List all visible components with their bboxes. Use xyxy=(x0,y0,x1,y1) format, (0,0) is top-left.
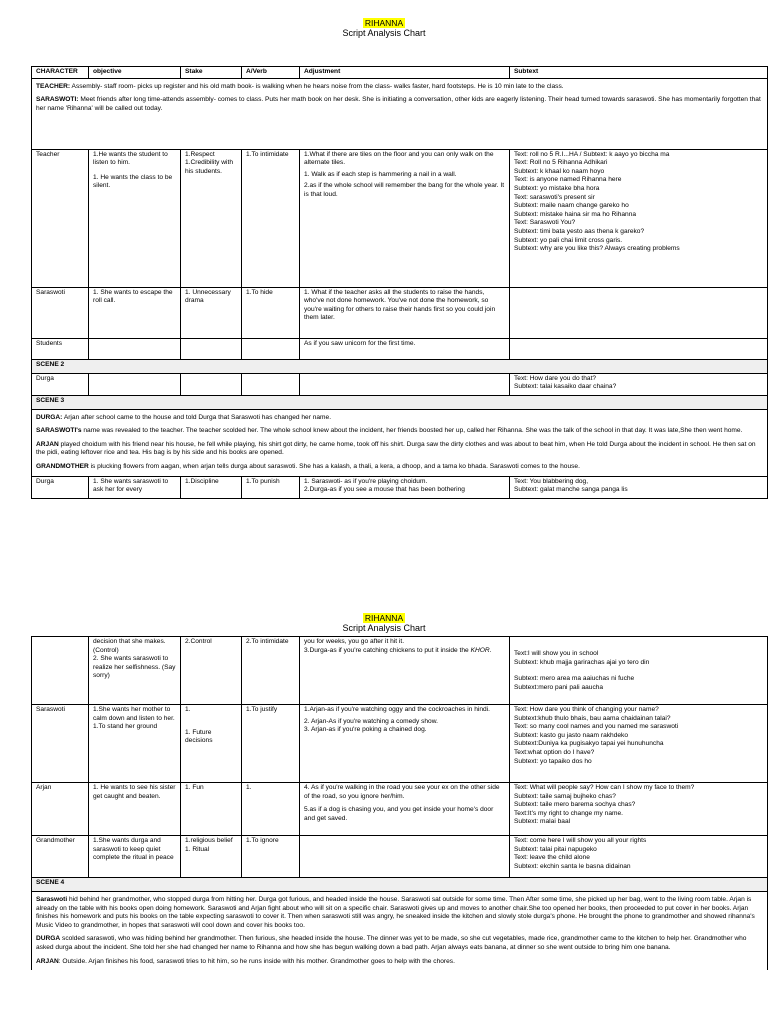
adjustment-line: 2. Arjan-As if you're watching a comedy show. xyxy=(304,717,438,725)
cell-objective xyxy=(89,149,181,287)
subtext-line: Subtext: yo tapaiko dos ho xyxy=(514,757,592,765)
arjan-label: ARJAN xyxy=(36,440,59,448)
cell-adjustment xyxy=(300,705,510,783)
page-2-header xyxy=(0,613,768,634)
scene-3-paragraph: is plucking flowers from aagan, when arjan tells durga about saraswoti. She has a kalash, a thali, a kera, a dhoop, and a tama ko bhada. Saraswoti comes to the house. xyxy=(88,462,580,470)
subtext-line: Text:I will show you in school xyxy=(514,650,599,657)
cell-objective xyxy=(89,705,181,783)
header-stake: Stake xyxy=(181,67,242,79)
header-character: CHARACTER xyxy=(32,67,89,79)
adjustment-line: 2.as if the whole school will remember the bang for the whole year. It is that loud. xyxy=(304,182,505,198)
cell-subtext xyxy=(510,287,768,338)
durga-label: DURGA: xyxy=(36,413,63,421)
document-subtitle: Script Analysis Chart xyxy=(342,623,426,633)
cell-character: Saraswoti xyxy=(32,705,89,783)
subtext-line: Subtext:mero pani pali aaucha xyxy=(514,683,604,691)
adjustment-line: 2.Durga-as if you see a mouse that has been bothering xyxy=(304,486,465,494)
cell-stake: 1. Unnecessary drama xyxy=(181,287,242,338)
cell-adjustment xyxy=(300,637,510,705)
objective-line: 1.She wants her mother to calm down and listen to her. xyxy=(93,706,175,722)
objective-line: decision that she makes. (Control) xyxy=(93,638,166,654)
stake-line: 1. Future decisions xyxy=(185,728,213,745)
document-subtitle: Script Analysis Chart xyxy=(342,28,426,38)
header-subtext: Subtext xyxy=(510,67,768,79)
table-row-saraswoti xyxy=(32,287,768,338)
subtext-line: Text: saraswoti's present sir xyxy=(514,193,595,201)
subtext-line: Text: What will people say? How can I show my face to them? xyxy=(514,784,695,791)
subtext-line: Subtext: malai baal xyxy=(514,818,571,826)
adjustment-line: 5.as if a dog is chasing you, and you get inside your home's door and get saved. xyxy=(304,806,494,822)
subtext-line: Text: come here I will show you all your rights xyxy=(514,837,647,844)
page-2 xyxy=(0,608,768,1024)
table-row-saraswoti xyxy=(32,705,768,783)
scene-2-row xyxy=(32,359,768,373)
cell-subtext xyxy=(510,338,768,359)
adjustment-line: 1. Saraswoti- as if you're playing choidum. xyxy=(304,477,428,485)
scene-heading: SCENE 4 xyxy=(32,878,768,892)
cell-stake xyxy=(181,373,242,395)
cell-stake xyxy=(181,836,242,878)
subtext-line: Text:It's my right to change my name. xyxy=(514,809,623,817)
table-row-students xyxy=(32,338,768,359)
subtext-line: Text: How dare you do that? xyxy=(514,374,597,382)
cell-verb: 1. xyxy=(242,783,300,836)
table-row-durga-2 xyxy=(32,476,768,498)
scene-4-paragraph: scolded saraswoti, who was hiding behind her grandmother. Then furious, she headed inside the house. The dinner was yet to be made, so she cut vegetables, made rice, grandmother came to the kitchen to help her. Grandmother who asked durga about the incident. She told her she had changed her name to Rihanna and how she has begun walking down a bad path. Arjan always eats banana, at dinner so she went outside to bring him one banana. xyxy=(36,935,747,951)
cell-objective: 1. He wants to see his sister get caught and beaten. xyxy=(89,783,181,836)
saraswoti-label: SARASWOTI: xyxy=(36,96,79,104)
table-row-durga-continued xyxy=(32,637,768,705)
subtext-line: Subtext: ekchin santa le basna didainan xyxy=(514,862,631,870)
cell-verb xyxy=(242,338,300,359)
adjustment-line: 1.What if there are tiles on the floor and you can only walk on the alternate tiles. xyxy=(304,150,494,167)
cell-adjustment: As if you saw unicorn for the first time. xyxy=(300,338,510,359)
script-analysis-table-2 xyxy=(31,636,768,970)
intro-row xyxy=(32,78,768,149)
subtext-line: Text: so many cool names and you named me saraswoti xyxy=(514,723,679,731)
subtext-line: Subtext: mistake haina sir ma ho Rihanna xyxy=(514,210,637,218)
adjustment-line: 3. Arjan-as if you're poking a chained dog. xyxy=(304,726,427,734)
subtext-line: Text: Saraswoti You? xyxy=(514,219,576,227)
subtext-line: Subtext: maile naam change gareko ho xyxy=(514,202,629,210)
subtext-line: Subtext: taile mero barema sochya chas? xyxy=(514,801,636,809)
cell-adjustment xyxy=(300,783,510,836)
table-row-grandmother xyxy=(32,836,768,878)
scene-3-row xyxy=(32,395,768,409)
header-adjustment: Adjustment xyxy=(300,67,510,79)
cell-stake: 1.Discipline xyxy=(181,476,242,498)
adjustment-line: 4. As if you're walking in the road you see your ex on the other side of the road, so you ignore her/him. xyxy=(304,784,500,800)
cell-stake: 1.Respect 1.Credibility with his students. xyxy=(181,149,242,287)
objective-line: 1. He wants the class to be silent. xyxy=(93,173,173,190)
adjustment-text: . xyxy=(489,646,492,654)
subtext-line: Subtext: k khaal ko naam hoyo xyxy=(514,167,605,175)
table-row-arjan xyxy=(32,783,768,836)
table-row-teacher xyxy=(32,149,768,287)
scene-heading: SCENE 2 xyxy=(32,359,768,373)
cell-stake: 2.Control xyxy=(181,637,242,705)
subtext-line: Text:what option do I have? xyxy=(514,748,595,756)
scene-4-paragraph: : Outside. Arjan finishes his food, saraswoti tries to hit him, so he runs inside with his mother. Grandmother goes to help with the chores. xyxy=(58,957,455,965)
cell-subtext xyxy=(510,705,768,783)
subtext-line: Subtext:khub thulo bhais, bau aama chaidainan talai? xyxy=(514,714,671,722)
cell-adjustment xyxy=(300,373,510,395)
cell-objective: 1.She wants durga and saraswoti to keep quiet complete the ritual in peace xyxy=(89,836,181,878)
subtext-line: Subtext: why are you like this? Always creating problems xyxy=(514,245,680,253)
cell-character: Durga xyxy=(32,373,89,395)
cell-character: Saraswoti xyxy=(32,287,89,338)
cell-objective: 1. She wants saraswoti to ask her for every xyxy=(89,476,181,498)
cell-verb: 1.To punish xyxy=(242,476,300,498)
subtext-line: Subtext: timi bata yesto aas thena k gareko? xyxy=(514,227,645,235)
scene-heading: SCENE 3 xyxy=(32,395,768,409)
cell-stake xyxy=(181,705,242,783)
adjustment-line: 1. Walk as if each step is hammering a nail in a wall. xyxy=(304,170,457,178)
adjustment-emphasis: KHOR xyxy=(470,646,490,654)
objective-line: 1.To stand her ground xyxy=(93,723,158,731)
document-title: RIHANNA xyxy=(364,18,404,28)
header-objective: objective xyxy=(89,67,181,79)
adjustment-line xyxy=(304,647,505,656)
adjustment-line: you for weeks, you go after it hit it. xyxy=(304,638,405,645)
subtext-line: Subtext: yo mistake bha hora xyxy=(514,184,600,192)
subtext-line: Subtext: mero area ma aaiuchas ni fuche xyxy=(514,675,635,683)
subtext-line: Subtext: yo pali chai limit cross garis. xyxy=(514,236,623,244)
cell-subtext xyxy=(510,836,768,878)
saraswoti-label: Saraswoti xyxy=(36,896,68,903)
adjustment-text: 3.Durga-as if you're catching chickens to put it inside the xyxy=(304,646,471,654)
cell-character: Arjan xyxy=(32,783,89,836)
subtext-line: Subtext: khub majja garirachas ajai yo tero din xyxy=(514,658,650,666)
subtext-line: Text: leave the child alone xyxy=(514,854,590,862)
scene-4-text-row xyxy=(32,892,768,971)
cell-character: Teacher xyxy=(32,149,89,287)
scene-4-row xyxy=(32,878,768,892)
cell-verb: 1.To hide xyxy=(242,287,300,338)
cell-subtext xyxy=(510,373,768,395)
subtext-line: Subtext: talai kasaiko daar chaina? xyxy=(514,383,617,391)
subtext-line: Text: Roll no 5 Rihanna Adhikari xyxy=(514,159,608,167)
cell-objective xyxy=(89,637,181,705)
subtext-line: Text: How dare you think of changing your name? xyxy=(514,706,659,713)
arjan-label: ARJAN xyxy=(36,957,59,965)
cell-adjustment xyxy=(300,149,510,287)
header-verb: A/Verb xyxy=(242,67,300,79)
page-1-header xyxy=(0,18,768,39)
scene-3-text-cell xyxy=(32,409,768,476)
cell-subtext xyxy=(510,637,768,705)
table-header-row xyxy=(32,67,768,79)
objective-line: 1.He wants the student to listen to him. xyxy=(93,150,168,167)
subtext-line: Subtext: galat manche sanga panga lis xyxy=(514,486,628,494)
stake-line: 1. xyxy=(185,706,191,713)
saraswoti-label: SARASWOTI's xyxy=(36,427,82,435)
subtext-line: Subtext: taile samaj bujheko chas? xyxy=(514,792,616,800)
scene-3-paragraph: name was revealed to the teacher. The teacher scolded her. The whole school knew about the incident, her friends boosted her up, called her Rihanna. She was the talk of the school in that day. It was late,She then went home. xyxy=(81,427,743,435)
cell-verb: 1.To intimidate xyxy=(242,149,300,287)
cell-verb: 2.To intimidate xyxy=(242,637,300,705)
scene-4-text-cell xyxy=(32,892,768,971)
stake-line: 1.religious belief xyxy=(185,837,233,844)
cell-stake xyxy=(181,338,242,359)
durga-label: DURGA xyxy=(36,935,61,943)
subtext-line: Subtext:Duniya ka pugisakyo tapai yei hunuhuncha xyxy=(514,740,664,748)
subtext-line: Subtext: talai pitai napugeko xyxy=(514,845,597,853)
cell-adjustment xyxy=(300,476,510,498)
saraswoti-intro-text: Meet friends after long time-attends assembly- comes to class. Puts her math book on her desk. She is initiating a conversation, other kids are eagerly listening. Their head turned towards saraswoti. She has momentarily forgotten that her name 'Rihanna' will be called out today. xyxy=(36,96,761,112)
cell-subtext xyxy=(510,476,768,498)
subtext-line: Text: roll no 5 R.I...HA / Subtext: k aayo yo biccha ma xyxy=(514,150,670,158)
subtext-line: Subtext: kasto gu jasto naam rakhdeko xyxy=(514,731,628,739)
cell-character xyxy=(32,637,89,705)
cell-subtext xyxy=(510,783,768,836)
cell-adjustment: 1. What if the teacher asks all the students to raise the hands, who've not done homework. You've not done the homework, so you're waiting for others to raise their hands first so you could join them later. xyxy=(300,287,510,338)
cell-objective xyxy=(89,338,181,359)
cell-character: Durga xyxy=(32,476,89,498)
subtext-line: Text: is anyone named Rihanna here xyxy=(514,176,622,184)
grandmother-label: GRANDMOTHER xyxy=(36,462,89,470)
cell-stake: 1. Fun xyxy=(181,783,242,836)
script-analysis-table-1 xyxy=(31,66,768,499)
scene-4-paragraph: hid behind her grandmother, who stopped durga from hitting her. Durga got furious, and headed inside the house. Saraswoti sat outside for some time. Then After some time, she picked up her bag, went to the living room table. Arjan is already on the table with his books open doing homework. Saraswoti and Arjan fight about who will sit on a specific chair. Saraswoti gives up and moves to another chair.She too opened her books, then proceeded to put cover in her books. Arjan finishes his homework and puts his books on the table expecting saraswoti to cover it. Then when saraswoti still was angry, he sneaked inside the kitchen and slowly stole durga's phone. He brought the phone to grandmother and showed rihanna's Music Video to grandmother, in hopes that saraswoti will cool down and cover his books too. xyxy=(36,896,755,929)
teacher-intro-text: Assembly- staff room- picks up register and his old math book- is walking when he hears noise from the class- walks faster, hard footsteps. He is 10 min late to the class. xyxy=(70,82,564,90)
scene-3-paragraph: played choidum with his friend near his house, he fell while playing, his shirt got dirty, he came home, took off his shirt. Durga saw the dirty clothes and was about to beat him, when He told Durga about the incident in school. He then sat on the pidi, eating leftover rice and tea. His bag is by his side and his books are opened. xyxy=(36,440,756,457)
cell-verb: 1.To ignore xyxy=(242,836,300,878)
cell-verb: 1.To justify xyxy=(242,705,300,783)
cell-subtext xyxy=(510,149,768,287)
cell-verb xyxy=(242,373,300,395)
document-title: RIHANNA xyxy=(364,613,404,623)
cell-adjustment xyxy=(300,836,510,878)
objective-line: 2. She wants saraswoti to realize her selfishness. (Say sorry) xyxy=(93,655,176,680)
cell-character: Grandmother xyxy=(32,836,89,878)
table-row-durga xyxy=(32,373,768,395)
stake-line: 1. Ritual xyxy=(185,845,210,853)
cell-objective xyxy=(89,373,181,395)
cell-character: Students xyxy=(32,338,89,359)
teacher-label: TEACHER: xyxy=(36,82,71,90)
adjustment-line: 1.Arjan-as if you're watching oggy and the cockroaches in hindi. xyxy=(304,706,490,713)
intro-text-cell xyxy=(32,78,768,149)
scene-3-paragraph: Arjan after school came to the house and told Durga that Saraswoti has changed her name. xyxy=(62,413,332,421)
cell-objective: 1. She wants to escape the roll call. xyxy=(89,287,181,338)
scene-3-text-row xyxy=(32,409,768,476)
subtext-line: Text: You blabbering dog, xyxy=(514,477,589,485)
